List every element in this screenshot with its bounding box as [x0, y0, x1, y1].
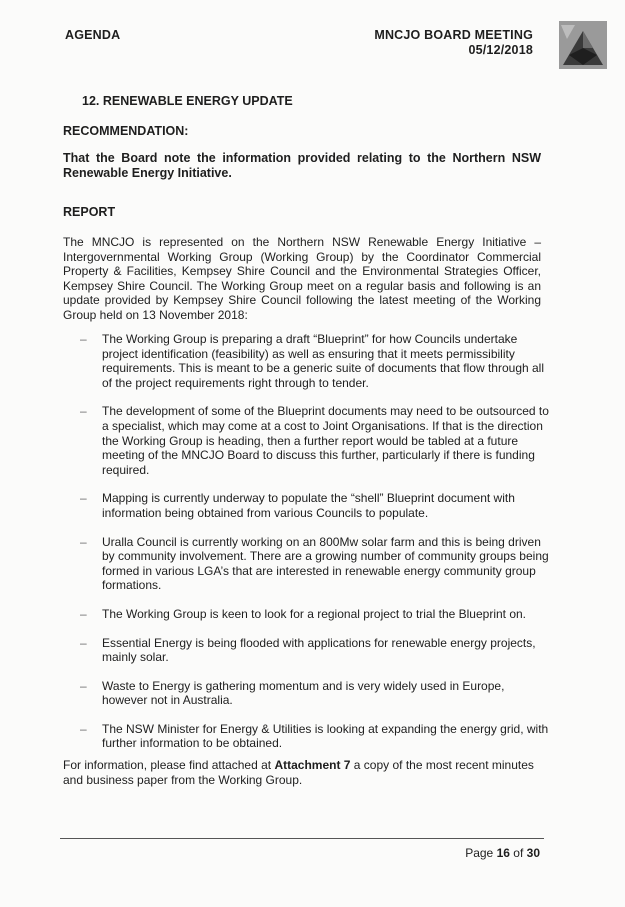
page-total: 30 — [526, 846, 540, 860]
list-item — [80, 636, 550, 665]
recommendation-heading: RECOMMENDATION: — [63, 124, 189, 138]
list-item — [80, 535, 550, 593]
dash-bullet: – — [80, 332, 87, 346]
list-item-text: The development of some of the Blueprint documents may need to be outsourced to a specialist, which may come at a cost to Joint Organisations. If that is the direction the Working Group is heading, then a further report would be tabled at a future meeting of the MNCJO Board to discuss this further, particularly if there is funding required. — [102, 404, 549, 477]
closing-text-after: a copy of the most recent minutes and business paper from the Working Group. — [63, 758, 534, 787]
page-number — [465, 846, 540, 860]
list-item — [80, 332, 550, 390]
list-item-text: Mapping is currently underway to populate the “shell” Blueprint document with information being obtained from various Councils to populate. — [102, 491, 515, 520]
list-item — [80, 679, 550, 708]
closing-paragraph — [63, 758, 543, 787]
list-item — [80, 607, 550, 622]
dash-bullet: – — [80, 606, 87, 621]
recommendation-text: That the Board note the information provided relating to the Northern NSW Renewable Energy Initiative. — [63, 151, 541, 180]
header-meeting-date: 05/12/2018 — [468, 43, 533, 57]
footer-divider — [60, 838, 544, 839]
list-item-text: Essential Energy is being flooded with applications for renewable energy projects, mainly solar. — [102, 635, 536, 665]
closing-text-before: For information, please find attached at — [63, 758, 275, 772]
report-intro: The MNCJO is represented on the Northern NSW Renewable Energy Initiative – Intergovernmental Working Group (Working Group) by the Coordinator Commercial Property & Facilities, Kempsey Shire Council and the Environmental Strategies Officer, Kempsey Shire Council. The Working Group meet on a regular basis and following is an update provided by Kempsey Shire Council following the latest meeting of the Working Group held on 13 November 2018: — [63, 235, 541, 322]
dash-bullet: – — [80, 491, 87, 506]
page-of: of — [513, 846, 524, 860]
item-heading: 12. RENEWABLE ENERGY UPDATE — [82, 94, 293, 108]
dash-bullet: – — [80, 678, 87, 693]
dash-bullet: – — [80, 534, 87, 549]
list-item-text: Uralla Council is currently working on an 800Mw solar farm and this is being driven by community involvement. There are a growing number of community groups being formed in various LGA’s that are interested in renewable energy community group formations. — [102, 534, 549, 593]
attachment-reference: Attachment 7 — [274, 758, 351, 772]
list-item-text: Waste to Energy is gathering momentum and is very widely used in Europe, however not in Australia. — [102, 678, 505, 708]
update-list — [80, 332, 550, 765]
list-item — [80, 491, 550, 520]
mncjo-logo-icon — [559, 21, 607, 69]
list-item — [80, 404, 550, 477]
dash-bullet: – — [80, 635, 87, 650]
report-heading: REPORT — [63, 205, 116, 219]
page-current: 16 — [496, 846, 510, 860]
header-meeting-title: MNCJO BOARD MEETING — [374, 28, 533, 42]
list-item-text: The Working Group is keen to look for a regional project to trial the Blueprint on. — [102, 606, 527, 621]
header-agenda: AGENDA — [65, 28, 121, 42]
dash-bullet: – — [80, 404, 87, 419]
dash-bullet: – — [80, 721, 87, 736]
list-item-text: The NSW Minister for Energy & Utilities is looking at expanding the energy grid, with further information to be obtained. — [102, 721, 549, 751]
list-item — [80, 722, 550, 751]
header-meeting — [374, 28, 533, 58]
list-item-text: The Working Group is preparing a draft “Blueprint” for how Councils undertake project identification (feasibility) as well as ensuring that it meets permissibility requirements. This is meant to be a generic suite of documents that flow through all of the project requirements right through to tender. — [102, 332, 545, 390]
page-word: Page — [465, 846, 494, 860]
